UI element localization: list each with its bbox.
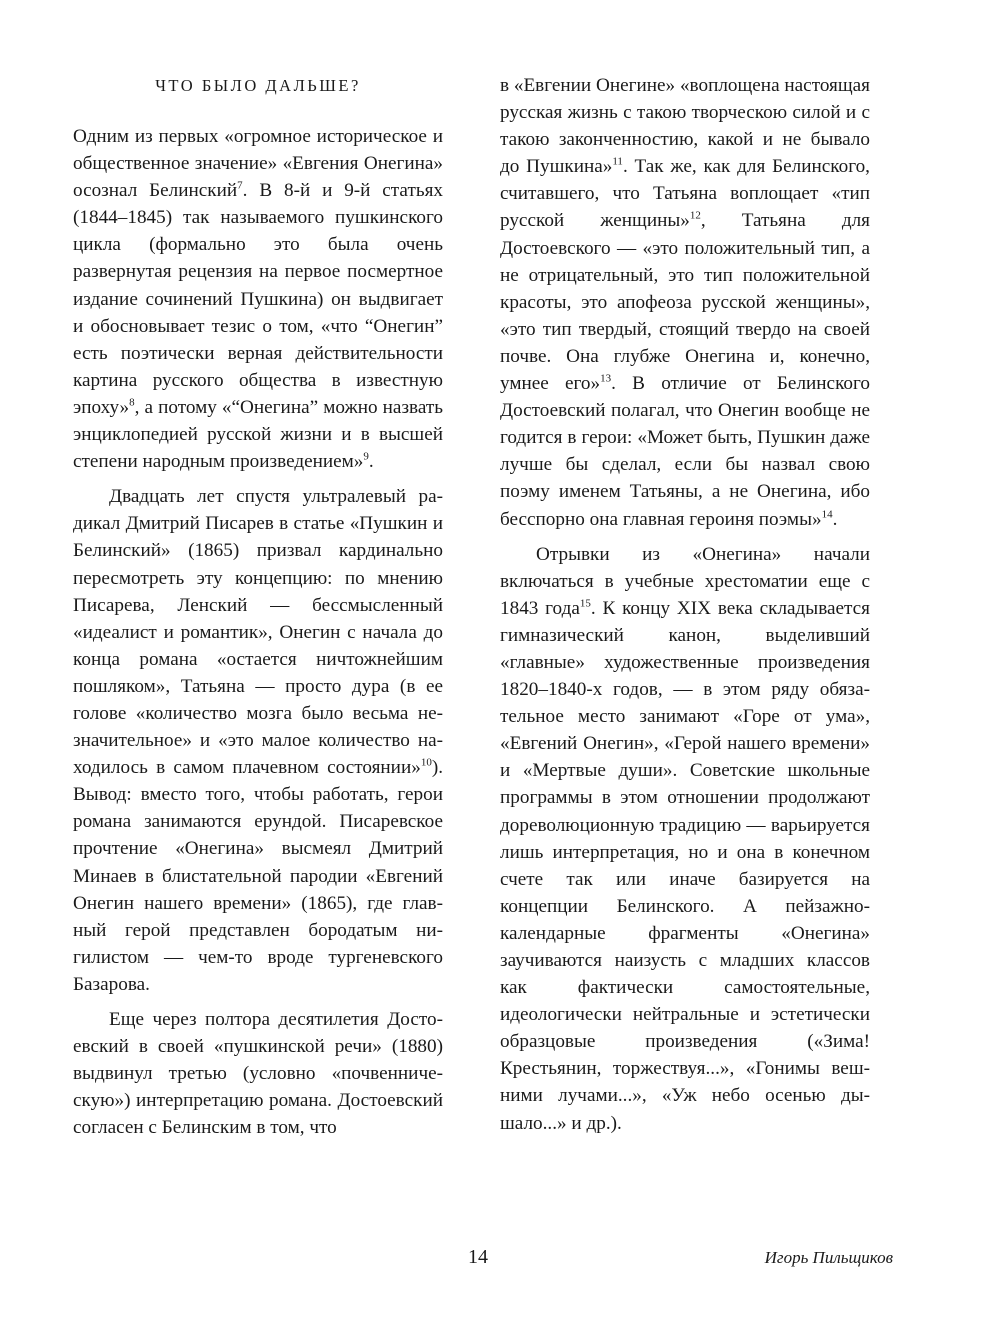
footnote-marker: 8 — [129, 396, 135, 409]
page-number: 14 — [468, 1246, 488, 1268]
footnote-marker: 10 — [420, 756, 432, 769]
text-fragment: в «Евгении Онегине» «воплощена настоящая русская жизнь с такою творческою силой и с такою законченностию, какой и не бывало до Пушкина» — [500, 75, 870, 178]
running-author: Игорь Пильщиков — [764, 1248, 893, 1267]
footnote-marker: 12 — [689, 210, 701, 223]
footnote-marker: 13 — [600, 372, 612, 385]
footnote-marker: 9 — [363, 450, 369, 463]
paragraph-school-canon — [500, 541, 870, 1137]
text-fragment: . В отличие от Белинского Достоевский полагал, что Онегин вообще не годится в герои: «Может быть, Пушкин даже лучше бы сделал, если бы назвал свою поэму именем Татьяны, а не Онегина, ибо бесспорно она главная героиня поэмы» — [500, 373, 870, 530]
text-fragment: . В 8-й и 9-й статьях (1844–1845) так называемого пушкинского цикла (формально это была очень развернутая рецензия на первое посмертное издание сочинений Пушкина) он выдвигает и обосновывает тезис о том, «что “Онегин” есть поэтически верная действительности картина русского общества в известную эпоху» — [73, 180, 444, 418]
text-fragment: Отрывки из «Онегина» начали включаться в учебные хрестоматии еще с 1843 года — [500, 543, 870, 619]
footnote-marker: 14 — [821, 508, 833, 521]
text-fragment: . К концу XIX века складывается гимназический канон, выделивший «главные» художественные произведения 1820–1840-х годов, — в этом ряду обязательное место занимают «Горе от ума», «Евгений Онегин», «Герой нашего времени» и «Мертвые души». Советские школьные программы в этом отношении продолжают дореволюционную традицию — варьируется лишь интерпретация, но и она в конечном счете так или иначе базируется на концепции Белинского. А пейзажно-календарные фрагменты «Онегина» заучиваются наизусть с младших классов как фактически самостоятельные, идеологически нейтральные и эстетически образцовые произведения («Зима! Крестьянин, торжествуя...», «Гонимы вешними лучами...», «Уж небо осенью дышало...» и др.). — [500, 597, 871, 1134]
text-fragment: Двадцать лет спустя ультралевый радикал Дмитрий Писарев в статье «Пушкин и Белинский» (1865) призвал кардинально пересмотреть эту концепцию: по мнению Писарева, Ленский — бессмысленный «идеалист и романтик», Онегин с начала до конца романа «остается ничтожнейшим пошляком», Татьяна — просто дура (в ее голове «количество мозга было весьма незначительное» и «это малое количество находилось в самом плачевном состоянии» — [73, 486, 443, 779]
paragraph-belinsky — [73, 123, 443, 475]
text-fragment: , а потому «“Онегина” можно назвать энциклопедией русской жизни и в высшей степени народным произведением» — [73, 396, 443, 473]
footnote-marker: 7 — [237, 179, 243, 192]
footnote-marker: 15 — [579, 597, 591, 610]
page-footer — [0, 1246, 1000, 1276]
left-column — [73, 68, 443, 1141]
section-title: ЧТО БЫЛО ДАЛЬШЕ? — [155, 76, 361, 95]
paragraph-dostoevsky-continued — [500, 72, 870, 533]
text-fragment: Еще через полтора десятилетия Достоевский в своей «пушкинской речи» (1880) выдвинул третью (условно «почвенническую») интерпретацию романа. Достоевский согласен с Белинским в том, что — [73, 1009, 443, 1139]
text-fragment: . — [368, 451, 374, 473]
paragraph-pisarev — [73, 483, 443, 998]
text-fragment: . Так же, как для Белинского, считавшего, что Татьяна воплощает «тип русской женщины» — [500, 156, 870, 232]
footnote-marker: 11 — [612, 155, 623, 168]
paragraph-dostoevsky — [73, 1006, 443, 1141]
text-fragment: , Татьяна для Достоевского — «это положительный тип, а не отрицательный, это тип положительной красоты, это апофеоза русской женщины», «это тип твердый, стоящий твердо на своей почве. Она глубже Онегина и, конечно, умнее его» — [500, 210, 871, 395]
right-column — [500, 72, 870, 1137]
text-fragment: Одним из первых «огромное историческое и общественное значение» «Евгения Онегина» осознал Белинский — [73, 126, 443, 202]
text-fragment: ). Вывод: вместо того, чтобы работать, герои романа занимаются ерундой. Писаревское прочтение «Онегина» высмеял Дмитрий Минаев в блистательной пародии «Евгений Онегин нашего времени» (1865), где главный герой представлен бородатым нигилистом — чем-то вроде тургеневского Базарова. — [73, 757, 443, 995]
text-fragment: . — [832, 508, 838, 530]
